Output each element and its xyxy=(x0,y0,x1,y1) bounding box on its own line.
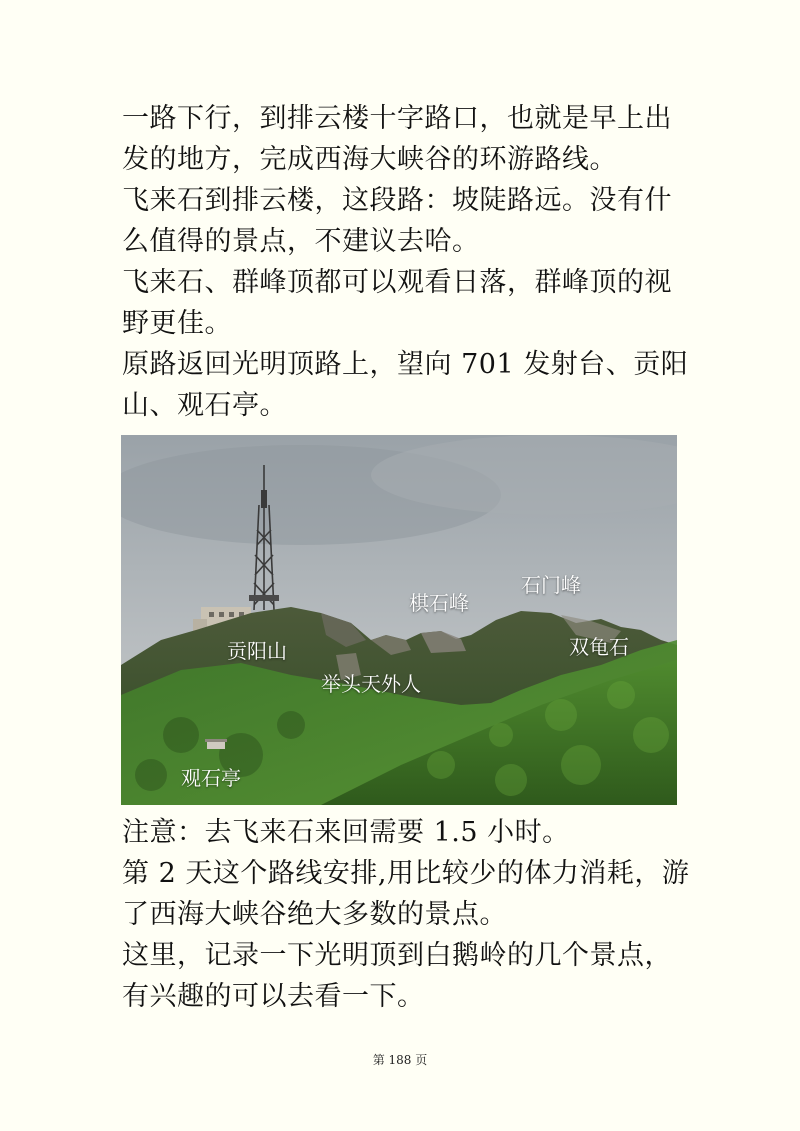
label-qishifeng: 棋石峰 xyxy=(409,591,469,615)
paragraph: 注意：去飞来石来回需要 1.5 小时。 xyxy=(122,817,570,848)
paragraph: 一路下行，到排云楼十字路口，也就是早上出发的地方，完成西海大峡谷的环游路线。 xyxy=(122,103,672,175)
text-block-bottom xyxy=(122,812,692,1017)
label-guanshiting: 观石亭 xyxy=(181,766,241,790)
page-number: 第 188 页 xyxy=(372,1053,428,1067)
paragraph: 第 2 天这个路线安排,用比较少的体力消耗，游了西海大峡谷绝大多数的景点。 xyxy=(122,858,690,930)
mountain-photo xyxy=(121,435,677,805)
text-block-top xyxy=(122,98,692,426)
paragraph: 原路返回光明顶路上，望向 701 发射台、贡阳山、观石亭。 xyxy=(122,349,689,421)
label-jutoutianwairen: 举头天外人 xyxy=(321,672,421,696)
paragraph: 这里，记录一下光明顶到白鹅岭的几个景点，有兴趣的可以去看一下。 xyxy=(122,940,672,1012)
paragraph: 飞来石到排云楼，这段路：坡陡路远。没有什么值得的景点，不建议去哈。 xyxy=(122,185,672,257)
label-shuangguishi: 双龟石 xyxy=(569,635,629,659)
mountain-scene-image xyxy=(121,435,677,805)
label-shimenfeng: 石门峰 xyxy=(521,573,581,597)
label-gongyangshan: 贡阳山 xyxy=(227,639,287,663)
paragraph: 飞来石、群峰顶都可以观看日落，群峰顶的视野更佳。 xyxy=(122,267,672,339)
